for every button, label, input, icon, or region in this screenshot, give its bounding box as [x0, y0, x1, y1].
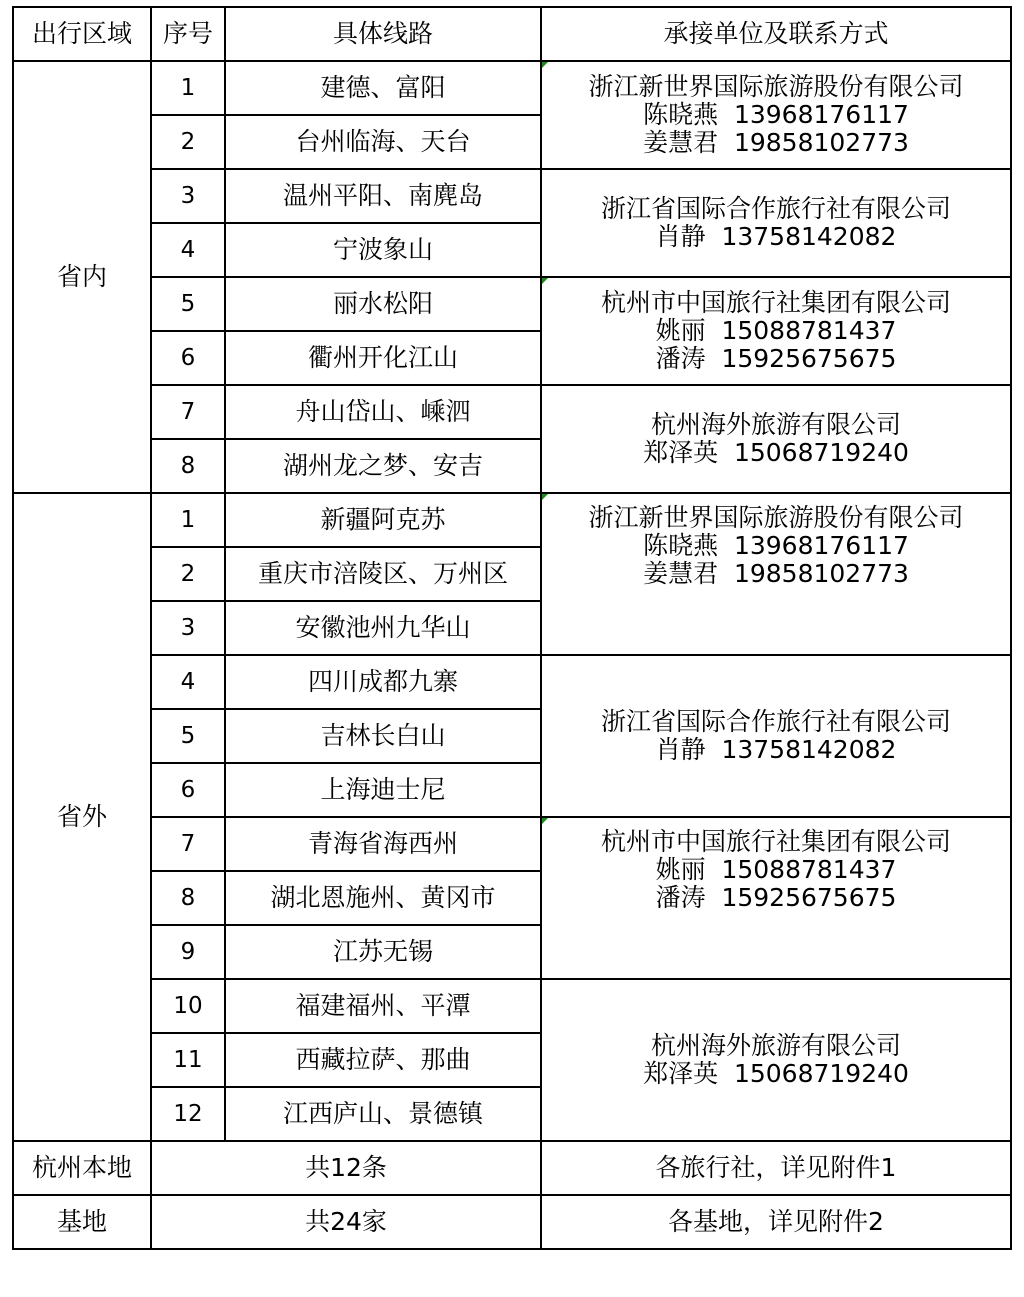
seq-cell: 8: [151, 439, 225, 493]
company-name: 浙江新世界国际旅游股份有限公司: [588, 72, 964, 101]
contact-cell: 各旅行社，详见附件1: [541, 1141, 1011, 1195]
region-cell-base: 基地: [13, 1195, 151, 1249]
header-contact: 承接单位及联系方式: [541, 7, 1011, 61]
contact-cell: [541, 169, 1011, 277]
route-count-cell: 共24家: [151, 1195, 541, 1249]
route-cell: 青海省海西州: [225, 817, 541, 871]
contact-person: 姜慧君 19858102773: [643, 559, 909, 588]
company-name: 杭州市中国旅行社集团有限公司: [600, 827, 951, 856]
travel-routes-table: [12, 6, 1012, 1250]
table-row: [13, 979, 1011, 1033]
region-cell-out-of-province: 省外: [13, 493, 151, 1141]
route-count-cell: 共12条: [151, 1141, 541, 1195]
route-cell: 安徽池州九华山: [225, 601, 541, 655]
seq-cell: 6: [151, 331, 225, 385]
seq-cell: 2: [151, 547, 225, 601]
contact-cell: [541, 655, 1011, 817]
seq-cell: 7: [151, 385, 225, 439]
seq-cell: 7: [151, 817, 225, 871]
contact-cell: [541, 61, 1011, 169]
route-cell: 建德、富阳: [225, 61, 541, 115]
seq-cell: 5: [151, 277, 225, 331]
contact-cell: [541, 979, 1011, 1141]
comment-marker-icon: [542, 62, 548, 68]
route-cell: 宁波象山: [225, 223, 541, 277]
seq-cell: 1: [151, 493, 225, 547]
region-cell-domestic: 省内: [13, 61, 151, 493]
route-cell: 江西庐山、景德镇: [225, 1087, 541, 1141]
contact-cell: [541, 817, 1011, 979]
seq-cell: 10: [151, 979, 225, 1033]
seq-cell: 6: [151, 763, 225, 817]
table-row: [13, 1141, 1011, 1195]
seq-cell: 4: [151, 223, 225, 277]
contact-person: 陈晓燕 13968176117: [643, 100, 909, 129]
table-row: [13, 655, 1011, 709]
seq-cell: 4: [151, 655, 225, 709]
contact-person: 姜慧君 19858102773: [643, 128, 909, 157]
table-row: [13, 817, 1011, 871]
company-name: 杭州海外旅游有限公司: [650, 410, 901, 439]
route-cell: 湖州龙之梦、安吉: [225, 439, 541, 493]
contact-person: 郑泽英 15068719240: [643, 438, 909, 467]
table-row: [13, 493, 1011, 547]
route-cell: 舟山岱山、嵊泗: [225, 385, 541, 439]
contact-cell: [541, 277, 1011, 385]
contact-person: 肖静 13758142082: [655, 222, 897, 251]
contact-person: 潘涛 15925675675: [655, 883, 897, 912]
route-cell: 温州平阳、南麂岛: [225, 169, 541, 223]
route-cell: 重庆市涪陵区、万州区: [225, 547, 541, 601]
seq-cell: 8: [151, 871, 225, 925]
region-cell-hangzhou-local: 杭州本地: [13, 1141, 151, 1195]
table-row: [13, 385, 1011, 439]
route-cell: 四川成都九寨: [225, 655, 541, 709]
company-name: 杭州市中国旅行社集团有限公司: [600, 288, 951, 317]
contact-person: 潘涛 15925675675: [655, 344, 897, 373]
table-row: [13, 277, 1011, 331]
comment-marker-icon: [542, 818, 548, 824]
seq-cell: 2: [151, 115, 225, 169]
route-cell: 衢州开化江山: [225, 331, 541, 385]
contact-person: 陈晓燕 13968176117: [643, 531, 909, 560]
seq-cell: 9: [151, 925, 225, 979]
route-cell: 西藏拉萨、那曲: [225, 1033, 541, 1087]
seq-cell: 12: [151, 1087, 225, 1141]
seq-cell: 3: [151, 169, 225, 223]
route-cell: 吉林长白山: [225, 709, 541, 763]
company-name: 浙江省国际合作旅行社有限公司: [600, 707, 951, 736]
header-seq: 序号: [151, 7, 225, 61]
header-region: 出行区域: [13, 7, 151, 61]
contact-person: 郑泽英 15068719240: [643, 1059, 909, 1088]
seq-cell: 1: [151, 61, 225, 115]
route-cell: 湖北恩施州、黄冈市: [225, 871, 541, 925]
seq-cell: 3: [151, 601, 225, 655]
route-cell: 台州临海、天台: [225, 115, 541, 169]
contact-person: 姚丽 15088781437: [655, 316, 897, 345]
route-cell: 上海迪士尼: [225, 763, 541, 817]
contact-cell: 各基地，详见附件2: [541, 1195, 1011, 1249]
table-row: [13, 61, 1011, 115]
company-name: 浙江新世界国际旅游股份有限公司: [588, 503, 964, 532]
header-row: [13, 7, 1011, 61]
company-name: 浙江省国际合作旅行社有限公司: [600, 194, 951, 223]
comment-marker-icon: [542, 278, 548, 284]
route-cell: 江苏无锡: [225, 925, 541, 979]
seq-cell: 5: [151, 709, 225, 763]
route-cell: 丽水松阳: [225, 277, 541, 331]
table-row: [13, 169, 1011, 223]
route-cell: 新疆阿克苏: [225, 493, 541, 547]
seq-cell: 11: [151, 1033, 225, 1087]
table-row: [13, 1195, 1011, 1249]
header-route: 具体线路: [225, 7, 541, 61]
route-cell: 福建福州、平潭: [225, 979, 541, 1033]
contact-cell: [541, 493, 1011, 655]
comment-marker-icon: [542, 494, 548, 500]
contact-person: 肖静 13758142082: [655, 735, 897, 764]
contact-cell: [541, 385, 1011, 493]
company-name: 杭州海外旅游有限公司: [650, 1031, 901, 1060]
contact-person: 姚丽 15088781437: [655, 855, 897, 884]
